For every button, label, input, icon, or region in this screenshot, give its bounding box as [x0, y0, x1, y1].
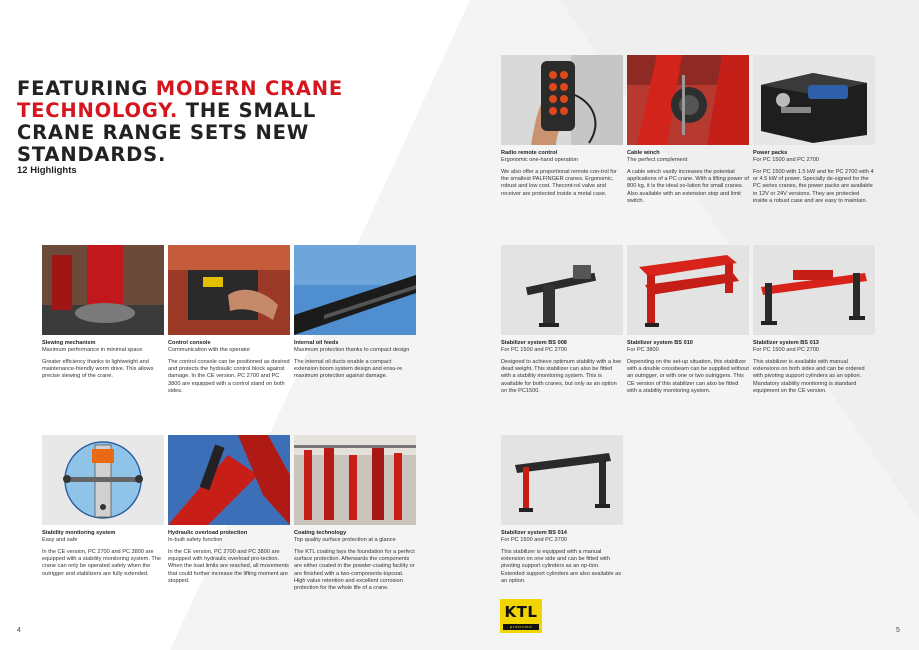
card-title: Slewing mechanism: [42, 340, 96, 346]
card-subtitle: Communication with the operator: [168, 347, 251, 353]
card-title: Stability monitoring system: [42, 530, 116, 536]
page-number-left: 4: [17, 627, 21, 634]
card-title: Stabilizer system BS 008: [501, 340, 567, 346]
highlights-subheading: 12 Highlights: [17, 165, 77, 176]
radio-remote-photo: [501, 55, 623, 145]
coating-facility-photo: [294, 435, 416, 525]
card-cable-winch: [627, 55, 749, 205]
card-hydraulic-overload: [168, 435, 290, 585]
card-body: A cable winch vastly increases the potential applications of a PC crane. With a lifting power of 800 kg, it is the ideal so-lution for small cranes. Also available with an extension stop and limit switch.: [627, 169, 749, 204]
card-subtitle: The perfect complement: [627, 157, 688, 163]
card-radio-remote-control: [501, 55, 623, 198]
card-stability-monitoring: [42, 435, 164, 578]
card-body: Greater efficiency thanks to lightweight and maintenance-friendly worm drive. This allows precise slewing of the crane.: [42, 359, 154, 380]
ktl-logo-text: KTL: [504, 603, 538, 621]
page-number-right: 5: [896, 627, 900, 634]
card-subtitle: Easy and safe: [42, 537, 78, 543]
card-subtitle: For PC 1500 and PC 2700: [753, 347, 819, 353]
stabilizer-bs010-photo: [627, 245, 749, 335]
card-title: Stabilizer system BS 010: [627, 340, 693, 346]
hydraulic-overload-photo: [168, 435, 290, 525]
card-subtitle: Ergonomic one-hand operation: [501, 157, 578, 163]
card-title: Stabilizer system BS 014: [501, 530, 567, 536]
card-subtitle: For PC 1500 and PC 2700: [753, 157, 819, 163]
card-slewing-mechanism: [42, 245, 164, 381]
stabilizer-bs008-photo: [501, 245, 623, 335]
card-title: Control console: [168, 340, 211, 346]
card-subtitle: Maximum performance in minimal space: [42, 347, 143, 353]
ktl-logo-bar: [503, 624, 539, 630]
card-stabilizer-bs010: [627, 245, 749, 395]
control-console-photo: [168, 245, 290, 335]
card-body: The KTL coating lays the foundation for a perfect surface protection. Afterwards the components are either coated in the powder-coating facility or are finished with a two-components-topcoat. High value retention and excellent corrosion protection for the whole life of a crane.: [294, 549, 415, 592]
card-body: Designed to achieve optimum stability with a low dead weight. This stabilizer can also be fitted with a stability monitoring system. This is available for both cranes, but only as an option on the PC1500.: [501, 359, 622, 394]
card-power-packs: [753, 55, 875, 205]
card-title: Hydraulic overload protection: [168, 530, 248, 536]
card-body: This stabilizer is available with manual extensions on both sides and can be ordered with pivoting support cylinders as an option. Mandatory stability monitoring is standard equipment on the CE version.: [753, 359, 865, 394]
headline-part3: THE SMALL CRANE RANGE SETS NEW STANDARDS.: [17, 99, 317, 166]
card-subtitle: In-built safety function: [168, 537, 223, 543]
card-body: The internal oil ducts enable a compact extension boom system design and ensu-re maximum protection against damage.: [294, 359, 403, 380]
card-body: For PC 1500 with 1.5 kW and for PC 2700 with 4 or 4.5 kW of power. Specially de-signed for the PC series cranes, the power packs are available in 12V or 24V versions. They are protected inside a robust case and are easy to maintain.: [753, 169, 874, 204]
card-title: Radio remote control: [501, 150, 558, 156]
card-body: We also offer a proportional remote con-trol for the smallest PALFINGER cranes. Ergonomic, robust and low cost. Thecont-rol valve and receiver are protected inside a metal case.: [501, 169, 617, 197]
card-stabilizer-bs014: [501, 435, 623, 585]
card-body: This stabilizer is equipped with a manual extension on one side and can be fitted with pivoting support cylinders as an op-tion. Extended support cylinders are also available as an option.: [501, 549, 622, 584]
cable-winch-photo: [627, 55, 749, 145]
card-subtitle: For PC 3800: [627, 347, 659, 353]
card-internal-oil-feeds: [294, 245, 416, 381]
internal-oil-feeds-photo: [294, 245, 416, 335]
card-control-console: [168, 245, 290, 395]
card-body: Depending on the set-up situation, this stabilizer with a double crossbeam can be supplied without an outrigger, or with one or two outriggers. This CE version of this stabilizer can also be fitted with a stability monitoring system.: [627, 359, 749, 394]
stability-monitoring-diagram: [42, 435, 164, 525]
card-title: Power packs: [753, 150, 788, 156]
stabilizer-bs013-photo: [753, 245, 875, 335]
card-stabilizer-bs008: [501, 245, 623, 395]
ktl-logo-tagline: protected: [509, 624, 533, 629]
power-pack-photo: [753, 55, 875, 145]
slewing-photo: [42, 245, 164, 335]
card-title: Stabilizer system BS 013: [753, 340, 819, 346]
card-title: Internal oil feeds: [294, 340, 339, 346]
card-body: In the CE version, PC 2700 and PC 3800 are equipped with a stability monitoring system. The crane can only be operated safely when the outrigger and stabilizers are fully extended.: [42, 549, 161, 577]
card-subtitle: Maximum protection thanks to compact design: [294, 347, 410, 353]
headline-highlight: MODERN CRANE TECHNOLOGY.: [17, 77, 344, 122]
card-title: Cable winch: [627, 150, 660, 156]
ktl-protected-logo: [500, 599, 542, 633]
card-body: In the CE version, PC 2700 and PC 3800 are equipped with hydraulic overload pro-tection. When the load limits are reached, all movements that could further increase the lifting moment are stopped.: [168, 549, 289, 584]
headline-part1: FEATURING: [17, 77, 156, 100]
card-subtitle: For PC 1500 and PC 2700: [501, 347, 567, 353]
card-subtitle: For PC 1500 and PC 2700: [501, 537, 567, 543]
card-body: The control console can be positioned as desired and protects the hydraulic control block against damage. In the CE version, PC 2700 and PC 3800 are equipped with a control stand on both sides.: [168, 359, 290, 394]
card-subtitle: Top quality surface protection at a glance: [294, 537, 396, 543]
card-coating-technology: [294, 435, 416, 592]
stabilizer-bs014-photo: [501, 435, 623, 525]
headline: [17, 78, 397, 166]
card-title: Coating technology: [294, 530, 347, 536]
card-stabilizer-bs013: [753, 245, 875, 395]
